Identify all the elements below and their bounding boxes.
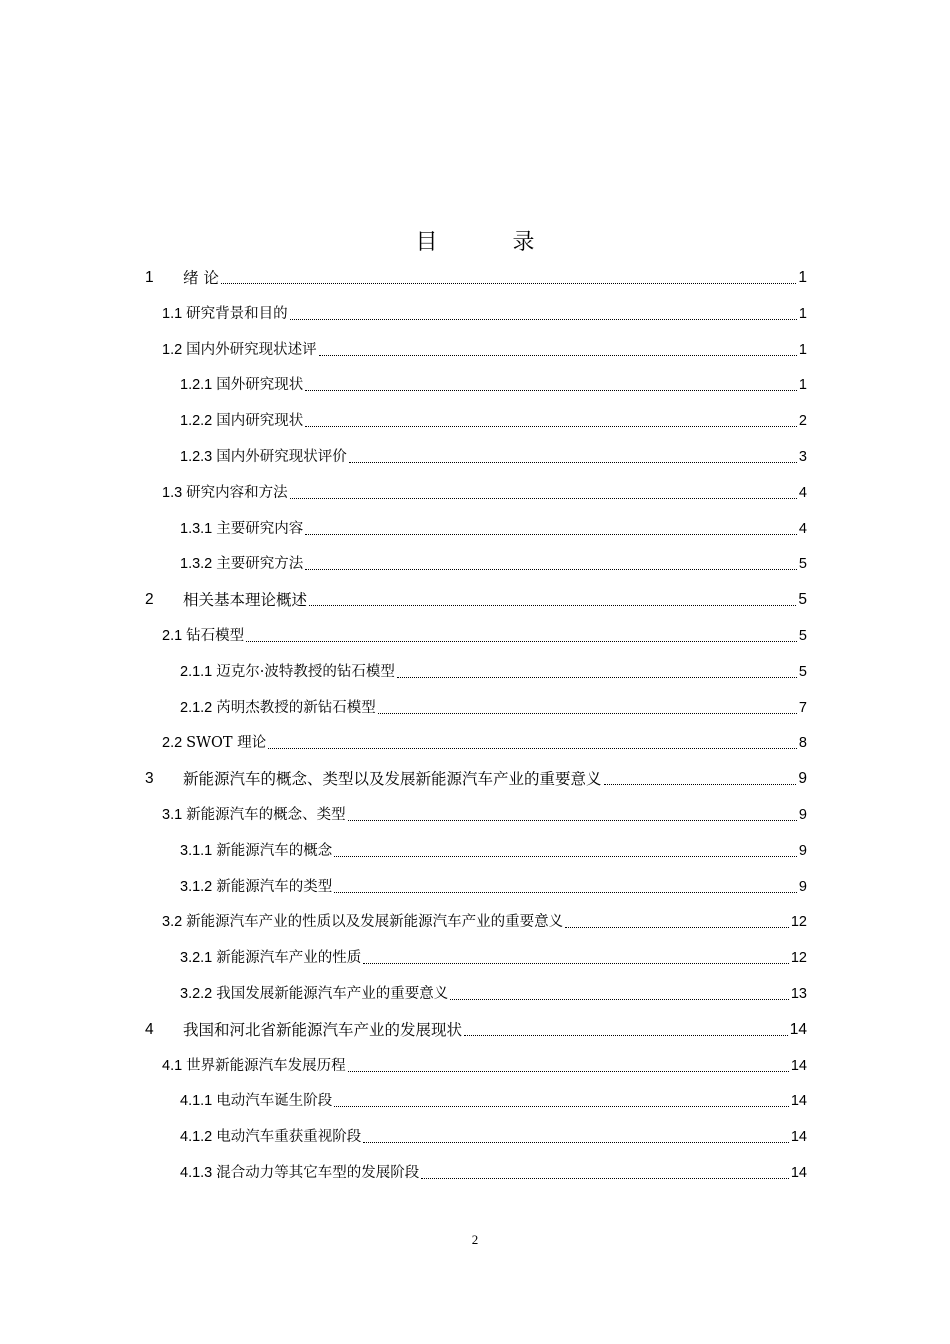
toc-entry-label: 钻石模型 bbox=[186, 628, 245, 644]
toc-entry-number: 4.1.1 bbox=[180, 1093, 213, 1110]
dot-leader bbox=[348, 1071, 789, 1072]
toc-entry[interactable] bbox=[162, 1050, 807, 1076]
toc-entry-page: 9 bbox=[798, 770, 807, 788]
toc-entry-number: 1.3.2 bbox=[180, 556, 213, 573]
toc-entry-number: 1.2.2 bbox=[180, 413, 213, 430]
dot-leader bbox=[305, 569, 797, 570]
toc-entry-label: 新能源汽车的类型 bbox=[216, 878, 333, 895]
toc-entry-label: 电动汽车诞生阶段 bbox=[216, 1093, 333, 1110]
toc-entry-label: 研究内容和方法 bbox=[186, 484, 288, 501]
toc-entry-page: 5 bbox=[798, 663, 807, 680]
toc-entry-number: 1 bbox=[145, 269, 154, 286]
toc-entry[interactable] bbox=[162, 334, 807, 360]
dot-leader bbox=[604, 784, 797, 785]
toc-entry-label: 新能源汽车产业的性质 bbox=[216, 950, 362, 967]
toc-entry-number: 3.2 bbox=[162, 914, 183, 931]
dot-leader bbox=[246, 641, 797, 642]
dot-leader bbox=[305, 426, 797, 427]
toc-entry-page: 1 bbox=[798, 377, 807, 394]
toc-entry-label: 混合动力等其它车型的发展阶段 bbox=[216, 1165, 420, 1181]
toc-entry[interactable] bbox=[162, 727, 807, 753]
toc-entry-page: 8 bbox=[798, 735, 807, 752]
toc-entry-number: 1.1 bbox=[162, 305, 183, 322]
dot-leader bbox=[290, 498, 797, 499]
toc-entry-label: 新能源汽车的概念、类型 bbox=[186, 807, 346, 823]
toc-entry[interactable] bbox=[180, 871, 807, 897]
dot-leader bbox=[319, 355, 797, 356]
toc-entry-page: 14 bbox=[790, 1093, 807, 1110]
toc-entry-label: 芮明杰教授的新钻石模型 bbox=[216, 699, 376, 716]
toc-entry-page: 5 bbox=[798, 556, 807, 573]
toc-entry-page: 9 bbox=[798, 807, 807, 823]
toc-entry[interactable] bbox=[145, 584, 807, 610]
toc-entry-label: 国内外研究现状述评 bbox=[186, 341, 317, 358]
dot-leader bbox=[450, 999, 789, 1000]
toc-entry-label: 新能源汽车产业的性质以及发展新能源汽车产业的重要意义 bbox=[186, 914, 564, 931]
page-number: 2 bbox=[471, 1232, 479, 1247]
toc-entry-label: 电动汽车重获重视阶段 bbox=[216, 1129, 362, 1146]
toc-entry-label: 我国发展新能源汽车产业的重要意义 bbox=[216, 986, 449, 1002]
toc-entry[interactable] bbox=[180, 1085, 807, 1111]
dot-leader bbox=[305, 390, 797, 391]
toc-entry-page: 3 bbox=[798, 449, 807, 465]
dot-leader bbox=[290, 319, 797, 320]
toc-entry[interactable] bbox=[180, 441, 807, 467]
toc-entry-number: 2.1.2 bbox=[180, 699, 213, 716]
toc-entry[interactable] bbox=[145, 1014, 807, 1040]
toc-entry-page: 9 bbox=[798, 842, 807, 859]
toc-entry-label: 世界新能源汽车发展历程 bbox=[186, 1057, 346, 1074]
toc-entry-page: 14 bbox=[790, 1057, 807, 1074]
toc-entry-number: 2 bbox=[145, 591, 154, 609]
toc-entry-number: 2.1.1 bbox=[180, 663, 213, 680]
toc-entry[interactable] bbox=[162, 477, 807, 503]
dot-leader bbox=[363, 1142, 789, 1143]
toc-entry-label: 国内研究现状 bbox=[216, 413, 304, 430]
toc-entry-number: 3 bbox=[145, 770, 154, 788]
dot-leader bbox=[334, 856, 797, 857]
toc-entry[interactable] bbox=[162, 799, 807, 825]
toc-entry-page: 5 bbox=[798, 628, 807, 644]
toc-title: 目 录 bbox=[415, 230, 569, 255]
toc-entry-label: 新能源汽车的概念 bbox=[216, 842, 333, 859]
toc-entry[interactable] bbox=[180, 835, 807, 861]
toc-entry-label: 相关基本理论概述 bbox=[183, 591, 308, 610]
toc-entry-number: 1.2 bbox=[162, 341, 183, 358]
dot-leader bbox=[309, 605, 796, 606]
toc-entry-page: 14 bbox=[790, 1129, 807, 1146]
toc-entry[interactable] bbox=[145, 763, 807, 789]
dot-leader bbox=[397, 677, 797, 678]
toc-entry[interactable] bbox=[162, 906, 807, 932]
toc-entry-number: 1.2.3 bbox=[180, 449, 213, 465]
toc-entry-page: 9 bbox=[798, 878, 807, 895]
toc-entry-label: 国外研究现状 bbox=[216, 377, 304, 394]
toc-entry[interactable] bbox=[180, 548, 807, 574]
dot-leader bbox=[305, 534, 797, 535]
toc-entry-label: 迈克尔·波特教授的钻石模型 bbox=[216, 663, 395, 680]
toc-entry-number: 2.1 bbox=[162, 628, 183, 644]
toc-entry[interactable] bbox=[180, 692, 807, 718]
dot-leader bbox=[334, 1106, 789, 1107]
toc-entry-number: 3.2.1 bbox=[180, 950, 213, 967]
dot-leader bbox=[378, 713, 797, 714]
toc-entry-label: 研究背景和目的 bbox=[186, 305, 288, 322]
toc-entry-number: 1.3.1 bbox=[180, 520, 213, 537]
toc-entry-number: 4.1 bbox=[162, 1057, 183, 1074]
toc-entry[interactable] bbox=[180, 656, 807, 682]
toc-entry[interactable] bbox=[180, 942, 807, 968]
dot-leader bbox=[348, 820, 797, 821]
toc-entry-label: 主要研究方法 bbox=[216, 556, 304, 573]
toc-entry-number: 3.1 bbox=[162, 807, 183, 823]
toc-entry-label: 绪 论 bbox=[183, 269, 219, 287]
toc-entry-number: 1.2.1 bbox=[180, 377, 213, 394]
toc-entry-page: 5 bbox=[798, 591, 807, 609]
toc-entry-number: 3.1.1 bbox=[180, 842, 213, 859]
toc-entry-number: 3.1.2 bbox=[180, 878, 213, 895]
toc-entry-page: 1 bbox=[798, 305, 807, 322]
toc-entry-label: 国内外研究现状评价 bbox=[216, 449, 347, 465]
dot-leader bbox=[268, 748, 797, 749]
toc-entry-number: 1.3 bbox=[162, 484, 183, 501]
toc-entry-number: 4.1.3 bbox=[180, 1165, 213, 1181]
toc-entry-number: 3.2.2 bbox=[180, 986, 213, 1002]
dot-leader bbox=[349, 462, 797, 463]
toc-entry[interactable] bbox=[180, 1121, 807, 1147]
toc-entry[interactable] bbox=[145, 262, 807, 288]
dot-leader bbox=[363, 963, 789, 964]
dot-leader bbox=[565, 927, 789, 928]
toc-entry-page: 12 bbox=[790, 914, 807, 931]
toc-entry[interactable] bbox=[180, 369, 807, 395]
toc-entry-label: 主要研究内容 bbox=[216, 520, 304, 537]
toc-entry-page: 4 bbox=[798, 484, 807, 501]
toc-entry[interactable] bbox=[180, 405, 807, 431]
toc-entry-page: 12 bbox=[790, 950, 807, 967]
toc-entry-number: 4 bbox=[145, 1020, 154, 1038]
toc-entry-page: 1 bbox=[798, 269, 807, 286]
dot-leader bbox=[421, 1178, 789, 1179]
toc-entry-label: SWOT 理论 bbox=[186, 735, 267, 752]
dot-leader bbox=[334, 892, 797, 893]
toc-entry-page: 4 bbox=[798, 520, 807, 537]
toc-entry-page: 1 bbox=[798, 341, 807, 358]
toc-entry-number: 2.2 bbox=[162, 735, 183, 752]
toc-entry[interactable] bbox=[162, 620, 807, 646]
toc-entry-page: 13 bbox=[790, 986, 807, 1002]
toc-entry-page: 14 bbox=[790, 1165, 807, 1181]
toc-entry[interactable] bbox=[162, 298, 807, 324]
dot-leader bbox=[221, 283, 796, 284]
toc-entry[interactable] bbox=[180, 978, 807, 1004]
toc-entry-page: 14 bbox=[789, 1020, 807, 1038]
toc-entry-page: 2 bbox=[798, 413, 807, 430]
toc-entry[interactable] bbox=[180, 513, 807, 539]
toc-entry-label: 新能源汽车的概念、类型以及发展新能源汽车产业的重要意义 bbox=[183, 770, 602, 789]
toc-entry-page: 7 bbox=[798, 699, 807, 716]
toc-entry[interactable] bbox=[180, 1157, 807, 1183]
toc-entry-number: 4.1.2 bbox=[180, 1129, 213, 1146]
dot-leader bbox=[464, 1035, 788, 1036]
toc-entry-label: 我国和河北省新能源汽车产业的发展现状 bbox=[183, 1020, 463, 1039]
